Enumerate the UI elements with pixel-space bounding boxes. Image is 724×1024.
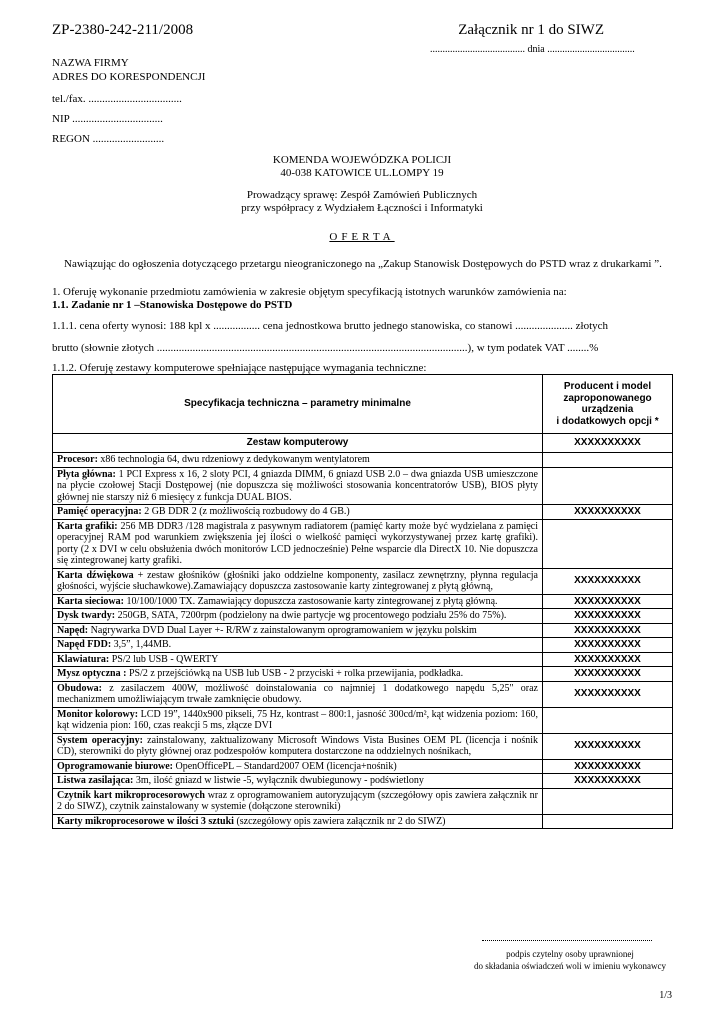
spec-label: Dysk twardy: <box>57 610 116 621</box>
table-row <box>53 788 673 814</box>
spec-text: OpenOfficePL – Standard2007 OEM (licencja+nośnik) <box>173 760 397 772</box>
producer-cell <box>543 519 673 568</box>
firm-regon: REGON .......................... <box>52 133 165 145</box>
spec-text: Nagrywarka DVD Dual Layer +- R/RW z zainstalowanym oprogramowaniem w języku polskim <box>88 624 477 636</box>
producer-cell: XXXXXXXXXX <box>543 568 673 594</box>
producer-cell: XXXXXXXXXX <box>543 609 673 624</box>
spec-cell <box>53 652 543 667</box>
table-row <box>53 667 673 682</box>
firm-block <box>52 56 205 84</box>
spec-cell <box>53 568 543 594</box>
group-label: Zestaw komputerowy <box>53 434 543 453</box>
specification-table <box>52 374 673 829</box>
spec-cell <box>53 667 543 682</box>
group-row <box>53 434 673 453</box>
attachment-label: Załącznik nr 1 do SIWZ <box>458 22 604 38</box>
spec-label: Listwa zasilająca: <box>57 775 134 786</box>
table-row <box>53 467 673 505</box>
producer-cell <box>543 788 673 814</box>
spec-text: 2 GB DDR 2 (z możliwością rozbudowy do 4 GB.) <box>141 506 350 517</box>
date-line: ...................................... dnia ................................... <box>430 44 635 55</box>
signature-caption-line2: do składania oświadczeń woli w imieniu wykonawcy <box>474 961 666 971</box>
producer-cell: XXXXXXXXXX <box>543 733 673 759</box>
firm-nip: NIP ................................. <box>52 113 163 125</box>
group-mark: XXXXXXXXXX <box>543 434 673 453</box>
recipient-name: KOMENDA WOJEWÓDZKA POLICJI <box>272 154 452 166</box>
spec-cell <box>53 594 543 609</box>
spec-cell <box>53 519 543 568</box>
spec-label: Karty mikroprocesorowe w ilości 3 sztuki <box>57 815 234 827</box>
spec-text: (szczegółowy opis zawiera załącznik nr 2 do SIWZ) <box>233 815 446 827</box>
firm-name: NAZWA FIRMY <box>52 57 129 69</box>
producer-cell: XXXXXXXXXX <box>543 594 673 609</box>
spec-text: x86 technologia 64, dwu rdzeniowy z dedykowanym wentylatorem <box>97 454 370 465</box>
spec-cell <box>53 453 543 468</box>
producer-cell: XXXXXXXXXX <box>543 623 673 638</box>
signature-caption <box>440 948 700 972</box>
producer-cell: XXXXXXXXXX <box>543 505 673 520</box>
firm-address: ADRES DO KORESPONDENCJI <box>52 71 206 83</box>
table-row <box>53 707 673 733</box>
spec-text: PS/2 lub USB - QWERTY <box>109 653 219 665</box>
producer-cell <box>543 707 673 733</box>
producer-cell: XXXXXXXXXX <box>543 638 673 653</box>
spec-text: LCD 19”, 1440x900 pikseli, 75 Hz, kontrast – 800:1, jasność 300cd/m², kąt widzenia poziom: 160, kąt widzenia pion: 160, czas reakcji 5 ms, złącze DVI <box>57 708 538 731</box>
spec-label: Napęd FDD: <box>57 639 112 650</box>
price-line-2: brutto (słownie złotych .................................................................................................................), w tym podatek VAT ........% <box>52 342 599 354</box>
spec-text: 3m, ilość gniazd w listwie -5, wyłącznik dwubiegunowy - podświetlony <box>133 775 424 786</box>
producer-cell: XXXXXXXXXX <box>543 667 673 682</box>
task-heading: 1.1. Zadanie nr 1 –Stanowiska Dostępowe do PSTD <box>52 299 293 311</box>
spec-label: Karta dźwiękowa <box>57 569 134 581</box>
spec-text: 3,5”, 1,44MB. <box>111 639 172 650</box>
table-row <box>53 609 673 624</box>
price-line-1: 1.1.1. cena oferty wynosi: 188 kpl x ................. cena jednostkowa brutto jednego stanowiska, co stanowi ..................... złotych <box>52 320 609 332</box>
producer-cell <box>543 467 673 505</box>
producer-cell: XXXXXXXXXX <box>543 652 673 667</box>
spec-cell <box>53 814 543 829</box>
firm-tel: tel./fax. .................................. <box>52 93 182 105</box>
spec-cell <box>53 788 543 814</box>
spec-label: Klawiatura: <box>57 653 110 665</box>
case-lead-line1: Prowadzący sprawę: Zespół Zamówień Publicznych <box>246 189 478 201</box>
spec-cell <box>53 774 543 789</box>
spec-text: 1 PCI Express x 16, 2 sloty PCI, 4 gniazda DIMM, 6 gniazd USB 2.0 – dwa gniazda USB umieszczone na płycie czołowej Stacji Dostępowej (nie dopuszcza się możliwości stosowania koncentratorów USB), BIOS płyty głównej nie starszy niż 6 miesięcy z funkcja DUAL BIOS. <box>57 468 538 503</box>
spec-cell <box>53 609 543 624</box>
producer-cell: XXXXXXXXXX <box>543 774 673 789</box>
spec-text: 250GB, SATA, 7200rpm (podzielony na dwie partycje wg procentowego podziału 25% do 75%). <box>115 610 507 621</box>
case-lead-block <box>52 189 672 215</box>
table-row <box>53 733 673 759</box>
spec-label: Obudowa: <box>57 682 103 694</box>
spec-cell <box>53 505 543 520</box>
spec-text: wraz z oprogramowaniem autoryzującym (szczegółowy opis zawiera załącznik nr 2 do SIWZ), czytnik zainstalowany w systemie (dołączone sterowniki) <box>57 789 538 812</box>
table-row <box>53 759 673 774</box>
table-row <box>53 652 673 667</box>
table-row <box>53 594 673 609</box>
spec-cell <box>53 759 543 774</box>
table-row <box>53 638 673 653</box>
spec-cell <box>53 467 543 505</box>
recipient-block <box>52 154 672 180</box>
spec-label: Karta grafiki: <box>57 520 118 532</box>
spec-label: Karta sieciowa: <box>57 595 124 607</box>
table-row <box>53 568 673 594</box>
offer-title-wrap <box>52 231 672 244</box>
producer-cell <box>543 814 673 829</box>
requirements-intro: 1.1.2. Oferuję zestawy komputerowe spełniające następujące wymagania techniczne: <box>52 362 427 374</box>
table-row <box>53 453 673 468</box>
spec-cell <box>53 623 543 638</box>
table-row <box>53 623 673 638</box>
spec-cell <box>53 638 543 653</box>
spec-label: Mysz optyczna : <box>57 668 127 679</box>
document-reference: ZP-2380-242-211/2008 <box>52 22 194 38</box>
table-row <box>53 681 673 707</box>
spec-label: Czytnik kart mikroprocesorowych <box>57 789 205 801</box>
intro-paragraph: Nawiązując do ogłoszenia dotyczącego przetargu nieograniczonego na „Zakup Stanowisk Dostępowych do PSTD wraz z drukarkami ”. <box>64 258 662 270</box>
spec-label: Procesor: <box>57 454 98 465</box>
spec-label: System operacyjny: <box>57 734 143 746</box>
signature-line <box>482 940 652 941</box>
spec-column-header: Specyfikacja techniczna – parametry minimalne <box>53 375 543 434</box>
spec-text: + zestaw głośników (głośniki jako oddzielne komponenty, zasilacz zewnętrzny, płynna regulacja głośności, wyjście słuchawkowe).Zamawiający dopuszcza zastosowanie karty zintegrowanej z płytą główną, <box>57 569 538 592</box>
table-row <box>53 519 673 568</box>
spec-cell <box>53 733 543 759</box>
recipient-address: 40-038 KATOWICE UL.LOMPY 19 <box>280 167 444 179</box>
table-row <box>53 774 673 789</box>
table-header-row <box>53 375 673 434</box>
spec-label: Pamięć operacyjna: <box>57 506 142 517</box>
case-lead-line2: przy współpracy z Wydziałem Łączności i Informatyki <box>241 202 483 214</box>
offer-paragraph: 1. Oferuję wykonanie przedmiotu zamówienia w zakresie objętym specyfikacją istotnych warunków zamówienia na: <box>52 286 567 298</box>
spec-label: Płyta główna: <box>57 468 116 480</box>
spec-label: Monitor kolorowy: <box>57 708 139 720</box>
spec-label: Napęd: <box>57 624 89 636</box>
spec-label: Oprogramowanie biurowe: <box>57 760 174 772</box>
spec-text: PS/2 z przejściówką na USB lub USB - 2 przyciski + rolka przewijania, podkładka. <box>126 668 464 679</box>
table-row <box>53 505 673 520</box>
spec-cell <box>53 681 543 707</box>
table-row <box>53 814 673 829</box>
page-number: 1/3 <box>659 990 672 1001</box>
spec-text: 256 MB DDR3 /128 magistrala z pasywnym radiatorem (pamięć karty może być wydzielana z pamięci operacyjnej RAM pod warunkiem zwiększenia jej ilości o wielkość pamięci wykorzystywanej przez kartę grafiki). porty (2 x DVI w celu obsłużenia dwóch monitorów LCD jednocześnie) Pełne wsparcie dla DirectX 10. Nie dopuszcza się zintegrowanej karty grafiki. <box>57 520 539 566</box>
producer-cell: XXXXXXXXXX <box>543 681 673 707</box>
spec-cell <box>53 707 543 733</box>
signature-caption-line1: podpis czytelny osoby uprawnionej <box>506 949 634 959</box>
producer-column-header: Producent i model zaproponowanego urządzenia i dodatkowych opcji * <box>543 375 673 434</box>
spec-text: z zasilaczem 400W, możliwość doinstalowania co najmniej 1 dodatkowego napędu 5,25" oraz mechanizmem umożliwiającym trwałe zamknięcie obudowy. <box>57 682 538 705</box>
spec-text: 10/100/1000 TX. Zamawiający dopuszcza zastosowanie karty zintegrowanej z płytą główną. <box>123 595 498 607</box>
producer-cell: XXXXXXXXXX <box>543 759 673 774</box>
offer-title: OFERTA <box>329 231 395 243</box>
spec-text: zainstalowany, zaktualizowany Microsoft Windows Vista Busines OEM PL (licencja i nośnik CD), sterowniki do płyty głównej oraz podzespołów komputera dostarczone na oddzielnych nośnikach, <box>57 734 539 757</box>
producer-cell <box>543 453 673 468</box>
